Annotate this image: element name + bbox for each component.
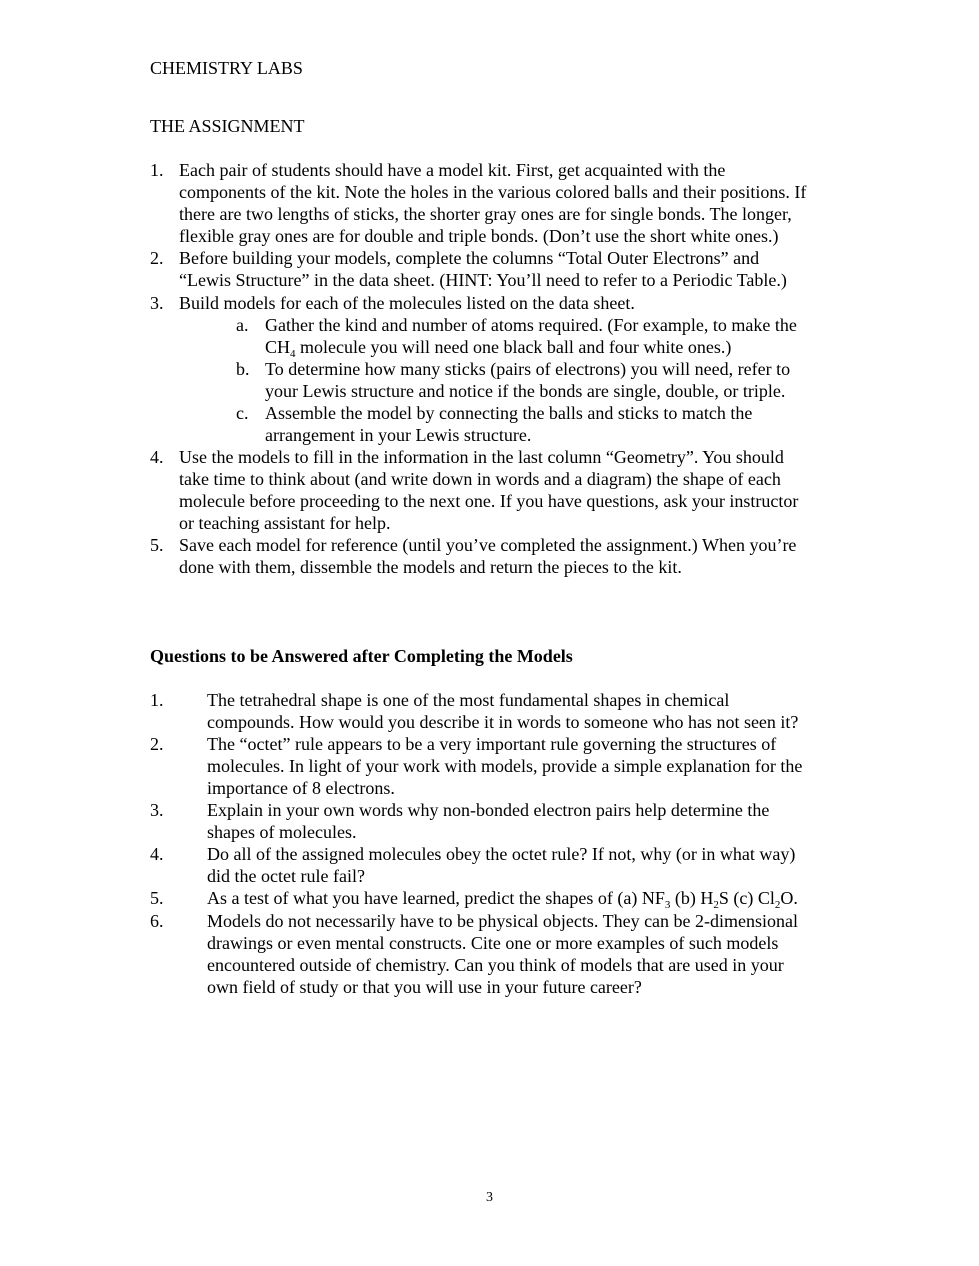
question-text-line: Explain in your own words why non-bonded electron pairs help determine the: [207, 800, 770, 820]
question-text-line: shapes of molecules.: [207, 822, 357, 842]
question-text-line: The tetrahedral shape is one of the most fundamental shapes in chemical: [207, 690, 730, 710]
question-text-line: compounds. How would you describe it in words to someone who has not seen it?: [207, 712, 799, 732]
question-number: 2.: [150, 734, 164, 754]
question-text-line: own field of study or that you will use in your future career?: [207, 977, 642, 997]
item-text-line: components of the kit. Note the holes in the various colored balls and their positions. If: [179, 182, 807, 202]
item-text-line: molecule before proceeding to the next one. If you have questions, ask your instructor: [179, 491, 799, 511]
question-text-line: Do all of the assigned molecules obey the octet rule? If not, why (or in what way): [207, 844, 796, 864]
question-text-line: Models do not necessarily have to be physical objects. They can be 2-dimensional: [207, 911, 799, 931]
subitem-text-line: arrangement in your Lewis structure.: [265, 425, 532, 445]
item-number: 3.: [150, 293, 164, 313]
text-segment: O.: [780, 888, 798, 908]
item-number: 4.: [150, 447, 164, 467]
item-number: 5.: [150, 535, 164, 555]
formula-rest: molecule you will need one black ball and four white ones.): [295, 337, 732, 357]
item-text-line: Use the models to fill in the information in the last column “Geometry”. You should: [179, 447, 784, 467]
item-text-line: Before building your models, complete the columns “Total Outer Electrons” and: [179, 248, 760, 268]
subitem-label: c.: [236, 403, 249, 423]
item-number: 2.: [150, 248, 164, 268]
question-text-line: importance of 8 electrons.: [207, 778, 395, 798]
question-text-line: encountered outside of chemistry. Can you think of models that are used in your: [207, 955, 784, 975]
text-segment: S (c) Cl: [718, 888, 775, 908]
item-text-line: or teaching assistant for help.: [179, 513, 391, 533]
item-text-line: take time to think about (and write down in words and a diagram) the shape of each: [179, 469, 781, 489]
subitem-text-line-formula: [265, 336, 731, 358]
text-segment: As a test of what you have learned, predict the shapes of (a) NF: [207, 888, 665, 908]
item-text-line: Each pair of students should have a model kit. First, get acquainted with the: [179, 160, 726, 180]
subitem-text-line: Gather the kind and number of atoms required. (For example, to make the: [265, 315, 797, 335]
text-segment: (b) H: [670, 888, 714, 908]
subitem-text-line: your Lewis structure and notice if the bonds are single, double, or triple.: [265, 381, 786, 401]
question-number: 5.: [150, 888, 164, 908]
subitem-label: a.: [236, 315, 249, 335]
questions-heading: Questions to be Answered after Completing the Models: [150, 646, 573, 666]
subitem-text-line: Assemble the model by connecting the balls and sticks to match the: [265, 403, 753, 423]
page-number: 3: [486, 1190, 493, 1205]
section-heading: THE ASSIGNMENT: [150, 116, 305, 136]
subitem-label: b.: [236, 359, 250, 379]
question-number: 4.: [150, 844, 164, 864]
item-text-line: Save each model for reference (until you’ve completed the assignment.) When you’re: [179, 535, 797, 555]
item-text-line: Build models for each of the molecules listed on the data sheet.: [179, 293, 635, 313]
item-number: 1.: [150, 160, 164, 180]
formula-subscript: 3: [664, 899, 671, 911]
item-text-line: flexible gray ones are for double and triple bonds. (Don’t use the short white ones.): [179, 226, 779, 246]
formula-ch: CH: [265, 337, 291, 357]
question-number: 6.: [150, 911, 164, 931]
question-text-line-formulas: [207, 887, 798, 909]
question-text-line: drawings or even mental constructs. Cite one or more examples of such models: [207, 933, 779, 953]
document-title: CHEMISTRY LABS: [150, 58, 303, 78]
item-text-line: there are two lengths of sticks, the shorter gray ones are for single bonds. The longer,: [179, 204, 792, 224]
question-number: 3.: [150, 800, 164, 820]
formula-subscript: 4: [290, 348, 296, 360]
question-text-line: did the octet rule fail?: [207, 866, 365, 886]
item-text-line: done with them, dissemble the models and return the pieces to the kit.: [179, 557, 682, 577]
question-text-line: molecules. In light of your work with models, provide a simple explanation for the: [207, 756, 803, 776]
item-text-line: “Lewis Structure” in the data sheet. (HINT: You’ll need to refer to a Periodic Table.): [179, 270, 787, 290]
question-number: 1.: [150, 690, 164, 710]
formula-subscript: 2: [713, 899, 719, 911]
subitem-text-line: To determine how many sticks (pairs of electrons) you will need, refer to: [265, 359, 791, 379]
question-text-line: The “octet” rule appears to be a very important rule governing the structures of: [207, 734, 777, 754]
formula-subscript: 2: [774, 899, 781, 911]
